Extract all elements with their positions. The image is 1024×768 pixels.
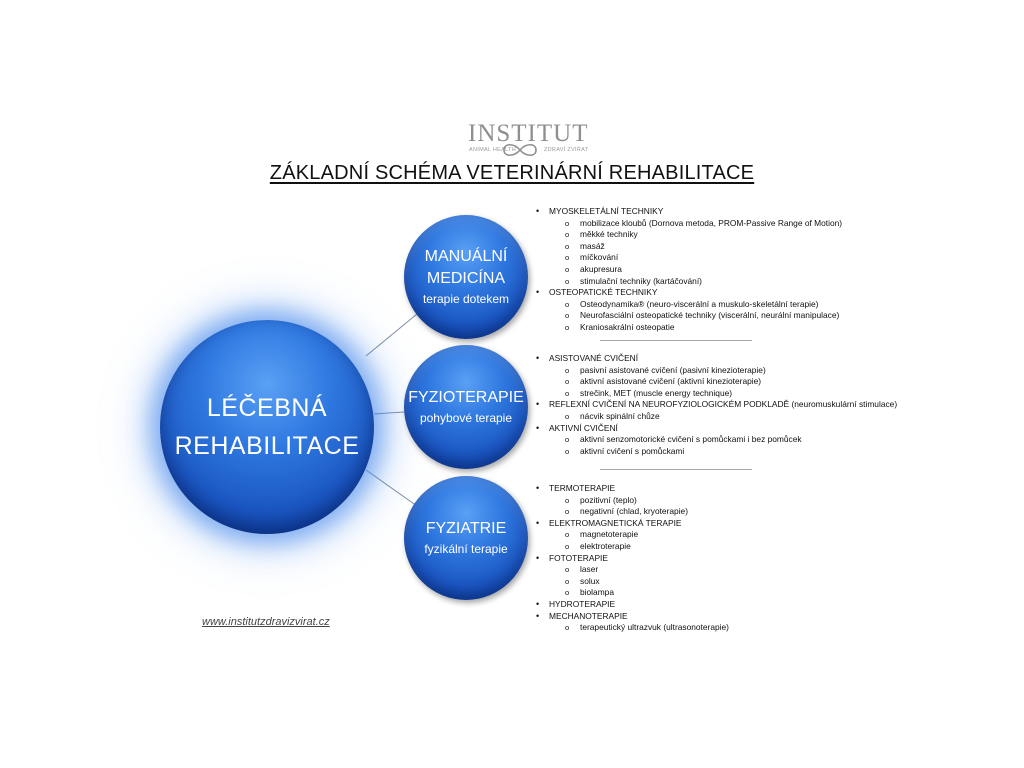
list-subitem: o pozitivní (teplo) — [536, 495, 916, 507]
section-divider — [600, 340, 752, 341]
list-physiotherapy — [536, 353, 916, 457]
logo-subtitle-right: ZDRAVÍ ZVÍŘAT — [544, 147, 589, 153]
page-title: ZÁKLADNÍ SCHÉMA VETERINÁRNÍ REHABILITACE — [269, 162, 755, 184]
list-subitem: o nácvik spinální chůze — [536, 411, 916, 423]
list-subitem: o Neurofasciální osteopatické techniky (viscerální, neurální manipulace) — [536, 310, 916, 322]
list-subitem: o aktivní cvičení s pomůckami — [536, 446, 916, 458]
list-subitem: o aktivní asistované cvičení (aktivní kinezioterapie) — [536, 376, 916, 388]
list-item: • HYDROTERAPIE — [536, 599, 916, 611]
branch-title-line1: FYZIOTERAPIE — [408, 389, 524, 406]
branch-node-physiotherapy — [404, 345, 528, 469]
list-item: • ASISTOVANÉ CVIČENÍ — [536, 353, 916, 365]
list-subitem: o míčkování — [536, 252, 916, 264]
list-item: • TERMOTERAPIE — [536, 483, 916, 495]
list-subitem: o negativní (chlad, kryoterapie) — [536, 506, 916, 518]
list-physiatry — [536, 483, 916, 634]
connector-physio — [374, 412, 404, 414]
logo-name: INSTITUT — [468, 120, 589, 147]
list-subitem: o laser — [536, 564, 916, 576]
branch-node-manual-medicine — [404, 215, 528, 339]
branch-node-physiatry — [404, 476, 528, 600]
list-subitem: o terapeutický ultrazvuk (ultrasonoterapie) — [536, 622, 916, 634]
list-item: • REFLEXNÍ CVIČENÍ NA NEUROFYZIOLOGICKÉM PODKLADĚ (neuromuskulární stimulace) — [536, 399, 916, 411]
list-subitem: o akupresura — [536, 264, 916, 276]
list-subitem: o strečink, MET (muscle energy technique) — [536, 388, 916, 400]
list-item: • OSTEOPATICKÉ TECHNIKY — [536, 287, 916, 299]
list-subitem: o Kraniosakrální osteopatie — [536, 322, 916, 334]
list-subitem: o magnetoterapie — [536, 529, 916, 541]
list-subitem: o aktivní senzomotorické cvičení s pomůckami i bez pomůcek — [536, 434, 916, 446]
logo-subtitle-left: ANIMAL HEALTH — [469, 147, 516, 153]
connector-manual — [366, 314, 417, 356]
list-subitem: o biolampa — [536, 587, 916, 599]
list-subitem: o masáž — [536, 241, 916, 253]
connector-physiatry — [366, 470, 417, 506]
list-subitem: o mobilizace kloubů (Dornova metoda, PROM-Passive Range of Motion) — [536, 218, 916, 230]
list-subitem: o měkké techniky — [536, 229, 916, 241]
branch-title-line2: MEDICÍNA — [426, 270, 506, 287]
list-item: • AKTIVNÍ CVIČENÍ — [536, 423, 916, 435]
branch-subtitle: pohybové terapie — [419, 411, 513, 425]
branch-subtitle: fyzikální terapie — [424, 542, 508, 556]
list-item: • MECHANOTERAPIE — [536, 611, 916, 623]
list-subitem: o pasivní asistované cvičení (pasivní kinezioterapie) — [536, 365, 916, 377]
website-link[interactable]: www.institutzdravizvirat.cz — [202, 616, 330, 628]
list-item: • ELEKTROMAGNETICKÁ TERAPIE — [536, 518, 916, 530]
branch-title-line1: FYZIATRIE — [425, 520, 507, 537]
main-node-line1: LÉČEBNÁ — [206, 394, 328, 422]
list-manual-medicine — [536, 206, 916, 334]
section-divider — [600, 469, 752, 470]
list-subitem: o solux — [536, 576, 916, 588]
list-subitem: o elektroterapie — [536, 541, 916, 553]
main-node-line2: REHABILITACE — [174, 432, 360, 460]
list-item: • MYOSKELETÁLNÍ TECHNIKY — [536, 206, 916, 218]
list-item: • FOTOTERAPIE — [536, 553, 916, 565]
branch-subtitle: terapie dotekem — [422, 292, 510, 306]
branch-title-line1: MANUÁLNÍ — [424, 248, 508, 265]
main-node-circle — [160, 320, 374, 534]
list-subitem: o stimulační techniky (kartáčování) — [536, 276, 916, 288]
list-subitem: o Osteodynamika® (neuro-viscerální a muskulo-skeletální terapie) — [536, 299, 916, 311]
